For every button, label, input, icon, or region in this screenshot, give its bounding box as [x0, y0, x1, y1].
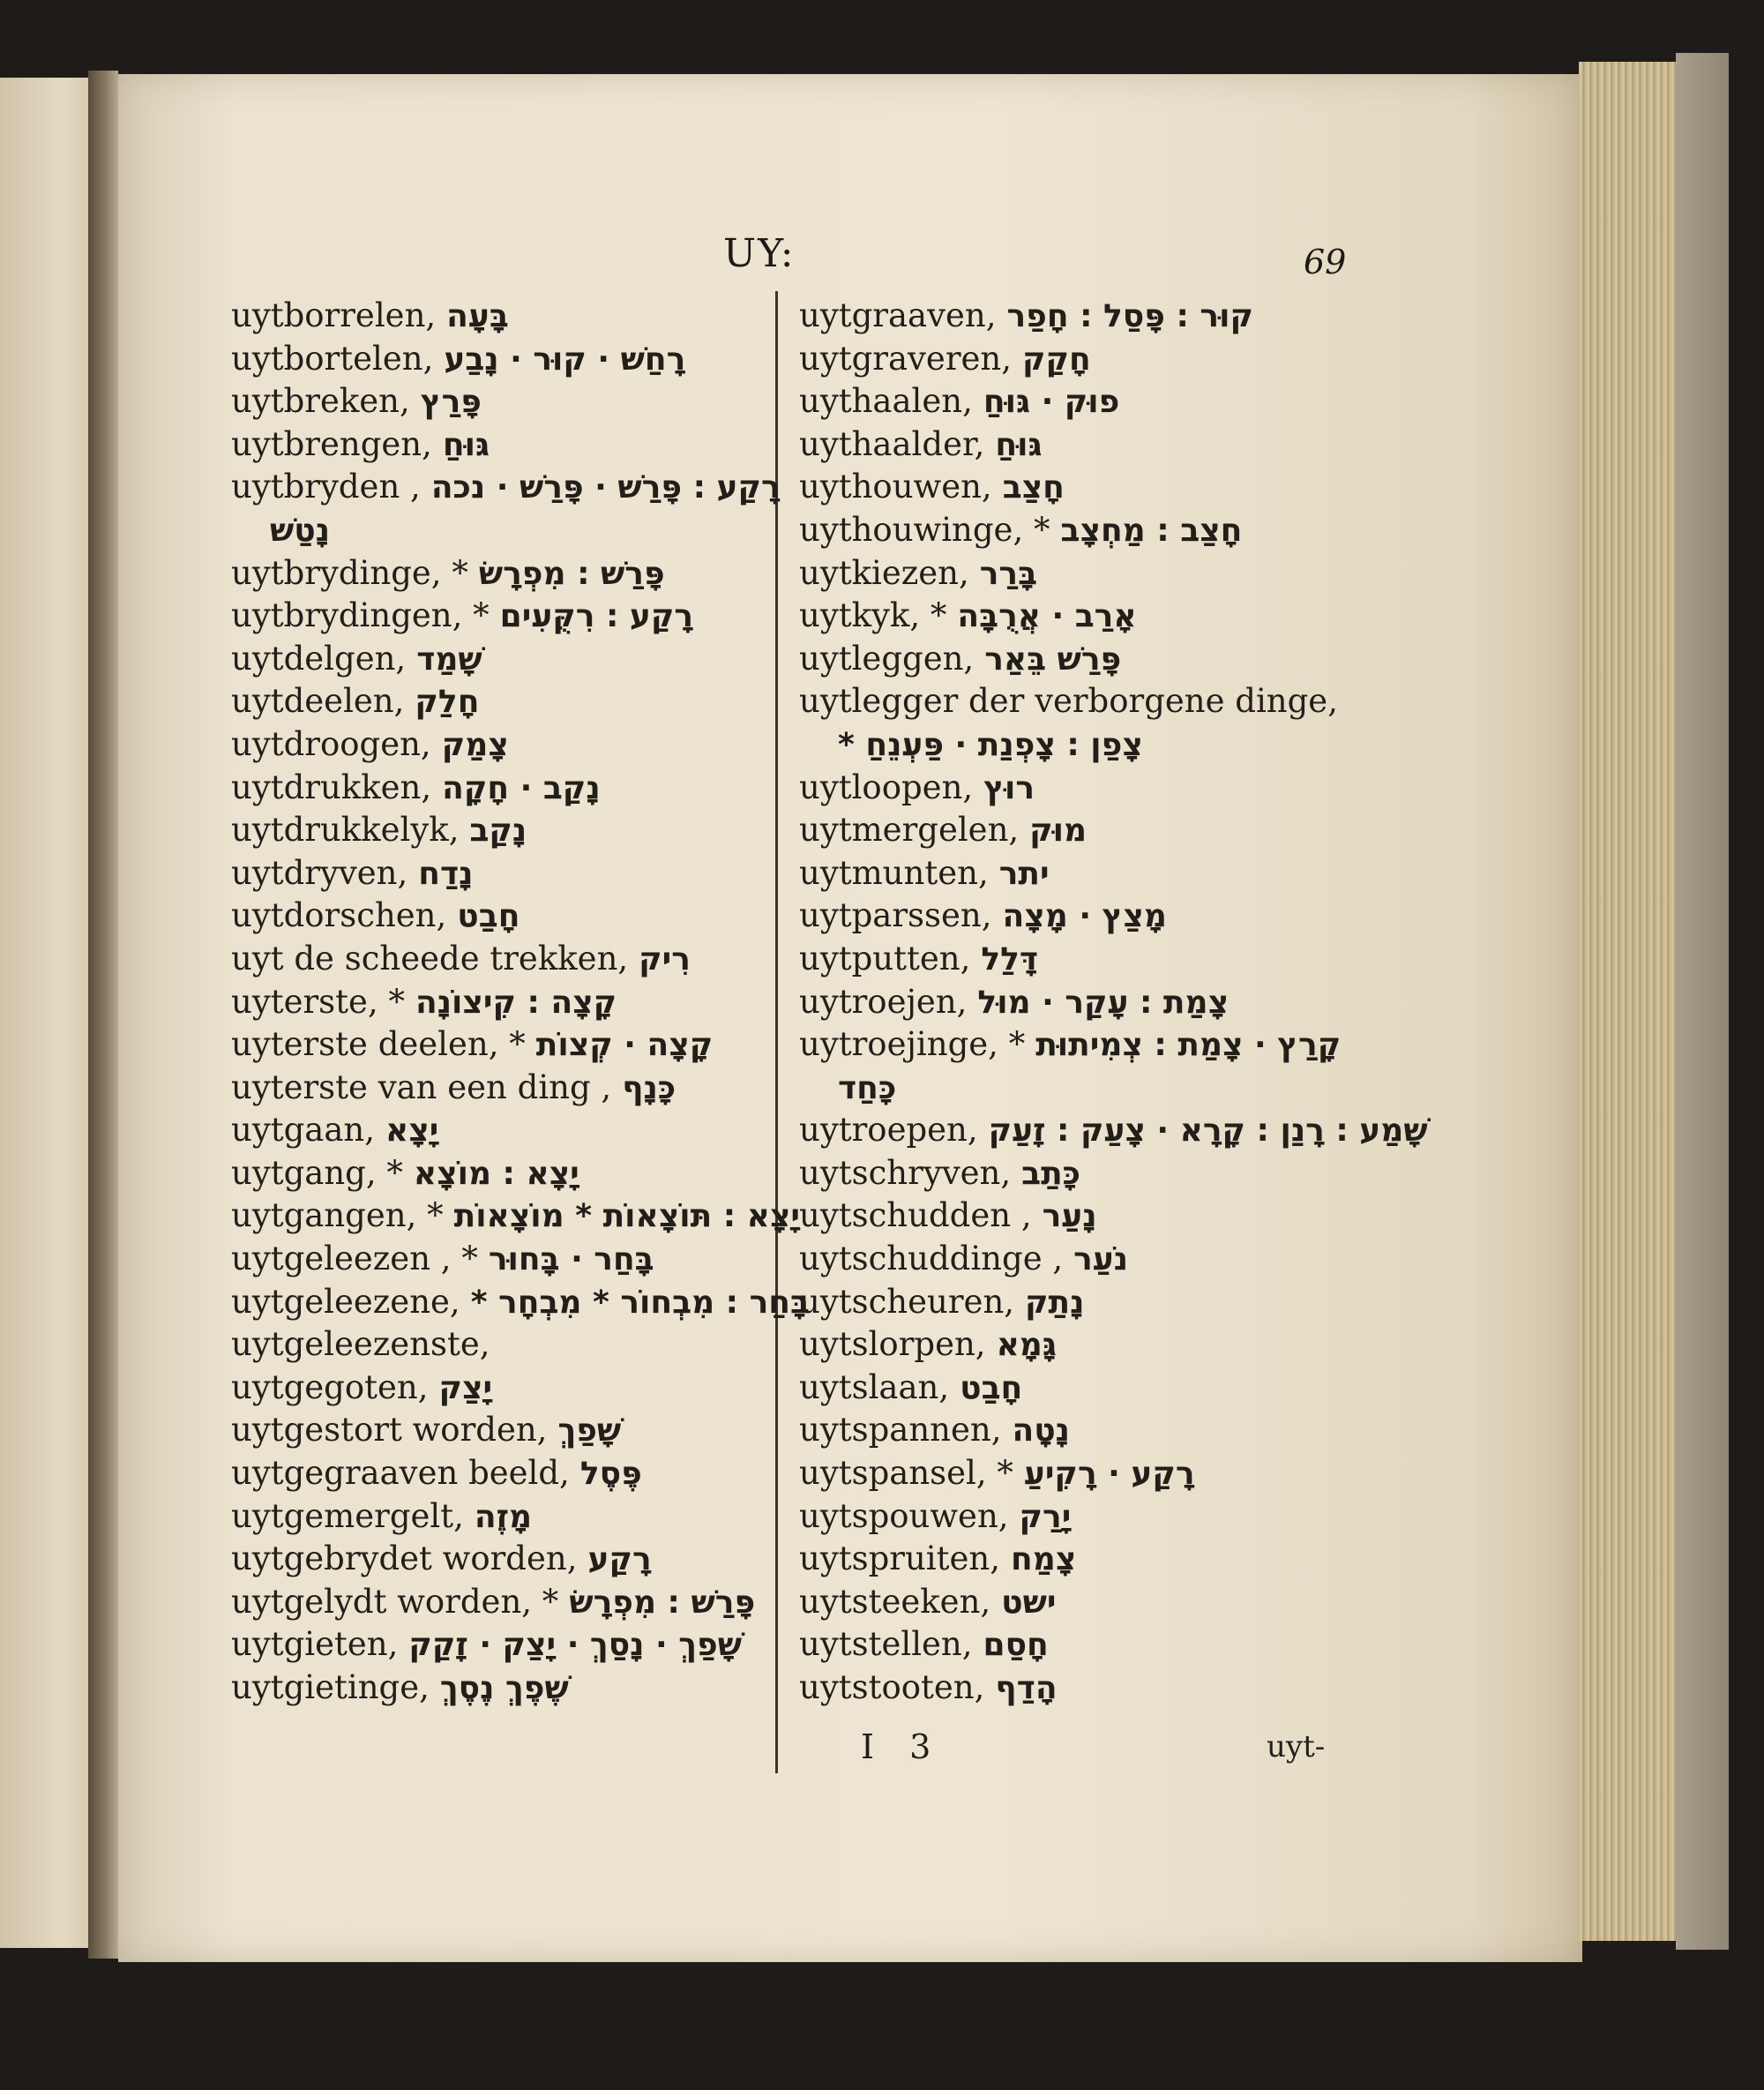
entry-hebrew: מוּק: [1029, 813, 1088, 850]
dictionary-entry: [231, 1323, 771, 1367]
entry-hebrew: חָקַק: [1022, 341, 1091, 378]
entry-hebrew: נָקַב: [469, 813, 527, 850]
entry-hebrew: נָטַשׁ: [270, 512, 331, 549]
dictionary-entry: [799, 1109, 1428, 1152]
entry-hebrew: פָּרַשׁ : מִפְרָשׂ: [478, 555, 665, 592]
entry-term: uytgangen, *: [231, 1196, 444, 1235]
entry-term: uyterste deelen, *: [231, 1025, 526, 1064]
entry-hebrew: פָּרַשׁ בֵּאַר: [984, 640, 1122, 678]
column-divider: [775, 291, 778, 1773]
entry-term: uytspansel, *: [799, 1454, 1013, 1493]
dictionary-entry: [231, 423, 771, 467]
entry-hebrew: צָמַת : עָקַר · מוּל: [977, 984, 1230, 1021]
dictionary-entry: [799, 380, 1346, 423]
entry-hebrew: בָּחַר · בָּחוּר: [488, 1241, 654, 1278]
entry-hebrew: שָׁמַד: [416, 640, 482, 678]
entry-term: uytgemergelt,: [231, 1496, 464, 1535]
entry-hebrew: חָבַט: [457, 898, 520, 935]
dictionary-entry: [231, 1495, 771, 1539]
entry-hebrew: נָדַח: [418, 855, 474, 892]
entry-hebrew: חָסַם: [983, 1627, 1049, 1664]
entry-hebrew: מָצַץ · מָצָה: [1002, 898, 1167, 935]
entry-hebrew: יָצָא : תּוֹצָאוֹת * מוֹצָאוֹת: [453, 1198, 800, 1235]
dictionary-entry: [231, 466, 781, 509]
entry-term: uytschudden ,: [799, 1196, 1032, 1235]
entry-term: uythaalder,: [799, 424, 985, 463]
entry-term: uythaalen,: [799, 382, 973, 421]
dictionary-entry: [799, 595, 1346, 638]
facing-page-edge: [0, 78, 88, 1948]
entry-term: uytsteeken,: [799, 1582, 991, 1621]
entry-term: uytdrukken,: [231, 768, 432, 806]
entry-hebrew: גָּמָא: [996, 1327, 1057, 1364]
dictionary-entry: [231, 938, 771, 981]
entry-hebrew: נָטָה: [1012, 1412, 1070, 1450]
entry-term: uytkyk, *: [799, 596, 947, 635]
entry-hebrew: בָּחַר : מִבְחוֹר * מִבְחָר *: [470, 1284, 810, 1321]
entry-hebrew: נָעַר: [1042, 1198, 1097, 1235]
entry-term: uytschryven,: [799, 1153, 1012, 1192]
running-header: UY:: [723, 231, 796, 276]
entry-term: uytgeleezen , *: [231, 1240, 478, 1278]
entry-term: uytmergelen,: [799, 811, 1020, 850]
dictionary-entry: [799, 509, 1346, 552]
dictionary-entry: [231, 1152, 771, 1195]
dictionary-entry: [231, 1538, 771, 1581]
entry-hebrew: נֹעַר: [1073, 1241, 1129, 1278]
entry-hebrew: צָמַח: [1010, 1541, 1077, 1578]
dictionary-entry: [799, 1067, 1346, 1110]
dictionary-entry: [231, 1238, 771, 1281]
entry-term: uytroejen,: [799, 982, 968, 1021]
dictionary-entry: [799, 1281, 1346, 1324]
catchword: uyt-: [1267, 1729, 1326, 1764]
entry-term: uytparssen,: [799, 896, 992, 935]
entry-hebrew: כָּנָף: [622, 1069, 676, 1106]
entry-term: uytspouwen,: [799, 1496, 1009, 1535]
entry-hebrew: גּוּחַ: [995, 426, 1043, 463]
dictionary-entry: [231, 1581, 771, 1624]
dictionary-entry: [799, 767, 1346, 810]
dictionary-entry: [231, 1109, 771, 1152]
dictionary-entry: [231, 809, 771, 852]
entry-hebrew: הָדַף: [995, 1670, 1058, 1706]
entry-term: uytgietinge,: [231, 1668, 430, 1706]
entry-term: uytgebrydet worden,: [231, 1539, 578, 1578]
entry-hebrew: מָזֶה: [474, 1498, 533, 1535]
entry-term: uytdrukkelyk,: [231, 811, 460, 850]
entry-term: uythouwinge, *: [799, 510, 1050, 549]
entry-term: uytmunten,: [799, 853, 989, 892]
entry-hebrew: שָׁפַךְ · נָסַךְ · יָצַק · זָקַק: [408, 1627, 742, 1664]
dictionary-entry: [231, 1623, 771, 1667]
entry-hebrew: חָצַב: [1002, 469, 1065, 506]
dictionary-entry: [231, 552, 771, 596]
entry-term: uyterste van een ding ,: [231, 1067, 612, 1106]
left-column: [231, 295, 810, 1710]
dictionary-entry: [231, 1367, 771, 1410]
entry-term: uytlegger der verborgene dinge,: [799, 682, 1338, 721]
dictionary-entry: [231, 1195, 800, 1238]
dictionary-entry: [799, 1023, 1346, 1067]
entry-term: uytslaan,: [799, 1367, 950, 1406]
dictionary-entry: [231, 723, 771, 767]
dictionary-entry: [799, 1195, 1346, 1238]
entry-hebrew: יָצָא: [385, 1112, 439, 1150]
dictionary-entry: [799, 1452, 1346, 1495]
dictionary-entry: [799, 552, 1346, 596]
entry-hebrew: כָּחַד: [838, 1069, 897, 1106]
dictionary-entry: [799, 295, 1346, 338]
entry-term: uytslorpen,: [799, 1325, 986, 1364]
dictionary-entry: [799, 852, 1346, 895]
entry-hebrew: חָצַב : מַחְצָב: [1060, 512, 1243, 549]
book-gutter: [88, 71, 118, 1959]
entry-hebrew: שֶׁפֶךְ נֶסֶךְ: [439, 1670, 569, 1706]
entry-term: uytgeleezenste,: [231, 1325, 490, 1364]
dictionary-entry: [799, 981, 1346, 1024]
dictionary-entry: [231, 1409, 771, 1452]
entry-hebrew: נָקַב · חָקָה: [442, 769, 601, 806]
book-cover-edge: [1676, 53, 1729, 1950]
entry-term: uytscheuren,: [799, 1282, 1015, 1321]
entry-hebrew: יתר: [998, 855, 1050, 892]
dictionary-entry: [231, 767, 771, 810]
entry-hebrew: רוּץ: [983, 769, 1035, 806]
entry-term: uytgestort worden,: [231, 1411, 548, 1450]
entry-term: uytdroogen,: [231, 724, 431, 763]
dictionary-entry: [231, 295, 771, 338]
entry-hebrew: חָבַט: [960, 1369, 1023, 1406]
entry-term: uytgieten,: [231, 1625, 399, 1664]
dictionary-entry: [231, 509, 771, 552]
entry-hebrew: יָרַק: [1019, 1498, 1072, 1535]
page-number: 69: [1304, 243, 1347, 281]
entry-hebrew: קָרַץ · צָמַת : צְמִיתוּת: [1035, 1027, 1342, 1064]
entry-hebrew: יָצַק: [438, 1369, 493, 1406]
entry-hebrew: רָקַע · רָקִיעַ: [1023, 1456, 1195, 1493]
entry-hebrew: רָקַע : רִקֻּעִים: [499, 598, 694, 635]
entry-hebrew: בָּרַר: [979, 555, 1038, 592]
entry-hebrew: נָתַק: [1025, 1284, 1085, 1321]
entry-hebrew: רָחַשׁ · קוּר · נָבַע: [444, 341, 686, 378]
dictionary-entry: [799, 895, 1346, 938]
entry-term: uytdorschen,: [231, 896, 447, 935]
entry-term: uytroejinge, *: [799, 1025, 1026, 1064]
dictionary-entry: [231, 380, 771, 423]
entry-term: uytbrydinge, *: [231, 553, 468, 592]
entry-hebrew: פָּרַץ: [420, 384, 482, 421]
entry-term: uytstellen,: [799, 1625, 973, 1664]
dictionary-entry: [799, 466, 1346, 509]
dictionary-entry: [231, 680, 771, 723]
entry-term: uytgelydt worden, *: [231, 1582, 559, 1621]
dictionary-entry: [231, 895, 771, 938]
entry-hebrew: אָרַב · אֲרֻבָּה: [957, 598, 1137, 635]
entry-term: uytputten,: [799, 939, 971, 978]
dictionary-entry: [799, 1238, 1346, 1281]
signature-mark: I 3: [861, 1727, 944, 1766]
entry-hebrew: רָקַע : פָּרַשׁ · פָּרַשׁ · נכה: [430, 469, 781, 506]
entry-hebrew: צָמַק: [441, 726, 509, 763]
entry-term: uytgang, *: [231, 1153, 403, 1192]
dictionary-entry: [799, 1323, 1346, 1367]
dictionary-entry: [231, 1281, 810, 1324]
dictionary-entry: [231, 1067, 771, 1110]
dictionary-entry: [799, 809, 1346, 852]
entry-term: uytroepen,: [799, 1111, 978, 1150]
entry-term: uytdeelen,: [231, 682, 405, 721]
dictionary-entry: [231, 638, 771, 681]
dictionary-entry: [231, 981, 771, 1024]
entry-term: uyt de scheede trekken,: [231, 939, 629, 978]
entry-term: uytgaan,: [231, 1111, 375, 1150]
entry-hebrew: שָׁמַע : רָנַן : קָרָא · צָעַק : זָעַק: [988, 1112, 1428, 1150]
dictionary-entry: [799, 338, 1346, 381]
entry-term: uytgraveren,: [799, 339, 1013, 378]
entry-hebrew: יָצָא : מוֹצָא: [413, 1155, 579, 1192]
entry-hebrew: פָּרַשׁ : מִפְרָשׂ: [569, 1584, 756, 1621]
dictionary-entry: [799, 1495, 1346, 1539]
dictionary-entry: [231, 595, 771, 638]
entry-term: uytspannen,: [799, 1411, 1002, 1450]
dictionary-entry: [799, 1667, 1346, 1710]
entry-term: uyterste, *: [231, 982, 405, 1021]
entry-term: uytgraaven,: [799, 296, 997, 334]
entry-term: uythouwen,: [799, 468, 992, 506]
entry-term: uytbreken,: [231, 382, 410, 421]
entry-hebrew: כָּתַב: [1021, 1155, 1081, 1192]
entry-hebrew: צָפַן : צָפְנַת · פַּעְנֵחַ *: [838, 726, 1143, 763]
entry-hebrew: קָצָה · קְצוֹת: [535, 1027, 714, 1064]
entry-term: uytspruiten,: [799, 1539, 1000, 1578]
dictionary-entry: [799, 1152, 1346, 1195]
dictionary-entry: [799, 1409, 1346, 1452]
entry-term: uytschuddinge ,: [799, 1240, 1064, 1278]
entry-term: uytbryden ,: [231, 468, 421, 506]
dictionary-entry: [799, 1623, 1346, 1667]
dictionary-entry: [231, 852, 771, 895]
entry-term: uytgeleezene,: [231, 1282, 460, 1321]
entry-hebrew: פֶּסֶל: [579, 1456, 642, 1493]
entry-hebrew: ישט: [1001, 1584, 1057, 1621]
dictionary-entry: [231, 1667, 771, 1710]
dictionary-entry: [231, 1023, 771, 1067]
dictionary-entry: [799, 1538, 1346, 1581]
entry-hebrew: קוּר : פָּסַל : חָפַר: [1006, 298, 1253, 334]
right-column: [799, 295, 1428, 1710]
dictionary-entry: [799, 423, 1346, 467]
dictionary-entry: [231, 1452, 771, 1495]
dictionary-entry: [231, 338, 771, 381]
entry-term: uytloopen,: [799, 768, 974, 806]
dictionary-entry: [799, 1581, 1346, 1624]
entry-hebrew: קָצָה : קִיצוֹנָה: [415, 984, 617, 1021]
entry-term: uytgegraaven beeld,: [231, 1454, 570, 1493]
entry-hebrew: רִיק: [639, 940, 691, 978]
entry-hebrew: גּוּחַ: [442, 426, 490, 463]
entry-term: uytleggen,: [799, 639, 975, 678]
dictionary-entry: [799, 723, 1346, 767]
entry-term: uytborrelen,: [231, 296, 437, 334]
entry-hebrew: שָׁפַךְ: [557, 1412, 622, 1450]
entry-hebrew: דָּלַל: [981, 940, 1039, 978]
entry-hebrew: פוּק · גּוּחַ: [983, 384, 1120, 421]
entry-term: uytkiezen,: [799, 553, 969, 592]
dictionary-entry: [799, 638, 1346, 681]
entry-hebrew: חָלַק: [415, 684, 480, 721]
entry-term: uytgegoten,: [231, 1367, 429, 1406]
entry-hebrew: רָקַע: [587, 1541, 652, 1578]
entry-term: uytbrengen,: [231, 424, 432, 463]
entry-term: uytdryven,: [231, 853, 408, 892]
dictionary-entry: [799, 680, 1346, 723]
entry-term: uytdelgen,: [231, 639, 407, 678]
entry-term: uytbortelen,: [231, 339, 434, 378]
dictionary-entry: [799, 938, 1346, 981]
dictionary-entry: [799, 1367, 1346, 1410]
entry-hebrew: בָּעָה: [446, 298, 509, 334]
entry-term: uytbrydingen, *: [231, 596, 490, 635]
entry-term: uytstooten,: [799, 1668, 985, 1706]
